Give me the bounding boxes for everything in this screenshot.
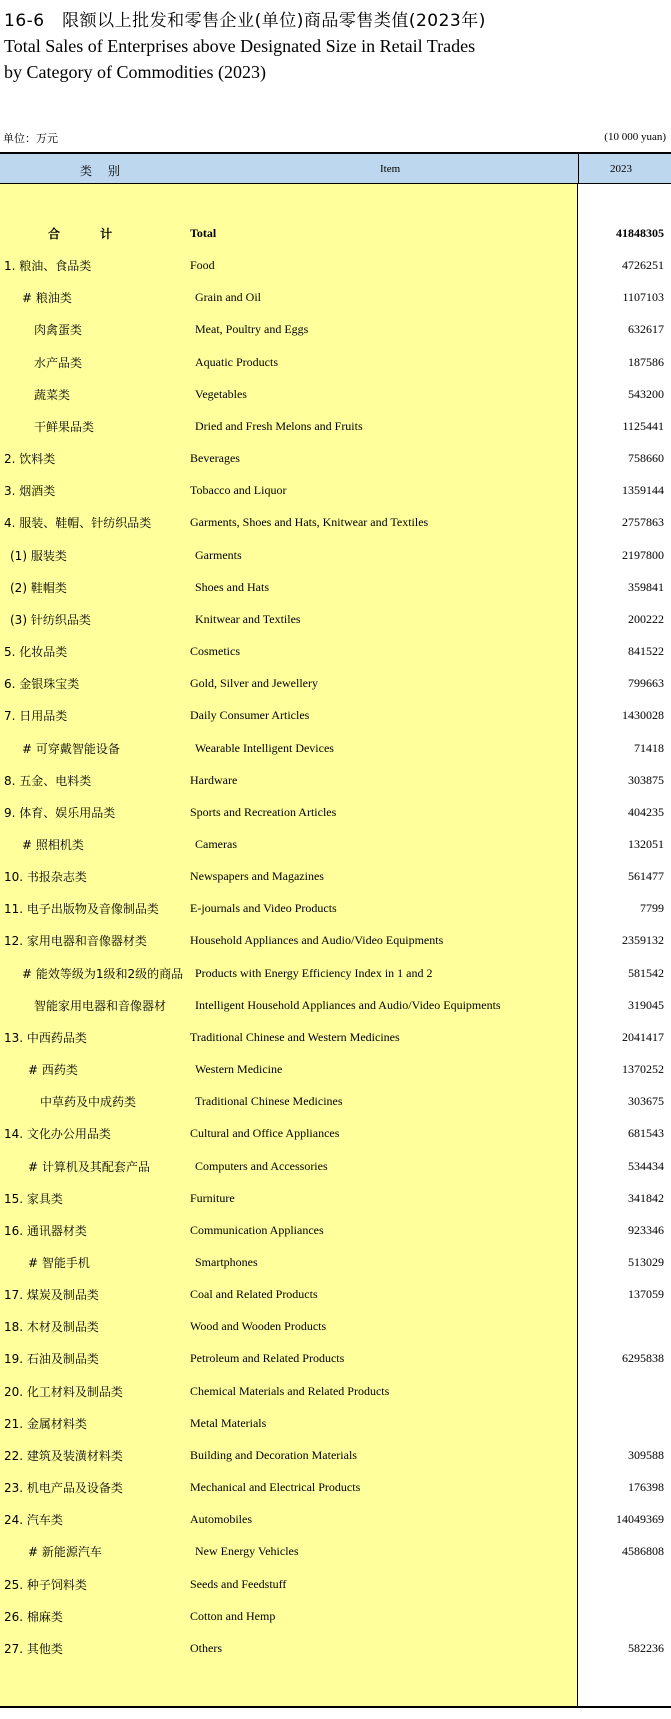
row-category: 3. 烟酒类	[4, 484, 56, 499]
row-category: 合 计	[48, 227, 131, 241]
row-value: 2041417	[622, 1029, 664, 1044]
row-item: Hardware	[190, 772, 238, 787]
row-item: Grain and Oil	[195, 290, 261, 305]
row-item: Wood and Wooden Products	[190, 1319, 327, 1334]
row-category: 7. 日用品类	[4, 709, 68, 724]
row-value: 176398	[628, 1480, 664, 1495]
row-category: 4. 服装、鞋帽、针纺织品类	[4, 516, 152, 531]
row-category: 8. 五金、电料类	[4, 773, 92, 788]
row-value: 582236	[628, 1640, 664, 1655]
row-category: 干鲜果品类	[34, 419, 95, 434]
table-body	[0, 216, 671, 1663]
table-row	[0, 602, 671, 634]
table-row	[0, 698, 671, 730]
row-item: Automobiles	[190, 1512, 252, 1527]
row-value: 137059	[628, 1287, 664, 1302]
row-item: Others	[190, 1640, 222, 1655]
row-item: Smartphones	[195, 1255, 258, 1269]
row-item: Newspapers and Magazines	[190, 869, 324, 884]
row-category: 24. 汽车类	[4, 1513, 63, 1528]
row-item: Cultural and Office Appliances	[190, 1126, 340, 1141]
row-category: # 智能手机	[28, 1256, 90, 1270]
row-item: Intelligent Household Appliances and Audio/Video Equipments	[195, 997, 501, 1012]
row-value: 359841	[628, 579, 664, 594]
row-item: Communication Appliances	[190, 1222, 324, 1237]
row-category: 18. 木材及制品类	[4, 1320, 99, 1335]
row-item: Household Appliances and Audio/Video Equipments	[190, 933, 444, 948]
row-value: 1125441	[622, 418, 664, 433]
row-value: 681543	[628, 1126, 664, 1141]
row-category: 16. 通讯器材类	[4, 1223, 87, 1238]
row-value: 4726251	[622, 258, 664, 273]
row-value: 200222	[628, 611, 664, 626]
table-row	[0, 666, 671, 698]
row-category: 肉禽蛋类	[34, 323, 83, 338]
row-item: Tobacco and Liquor	[190, 483, 287, 498]
row-category: 智能家用电器和音像器材	[34, 998, 167, 1013]
row-item: Aquatic Products	[195, 354, 278, 369]
row-item: Traditional Chinese and Western Medicines	[190, 1029, 400, 1044]
row-category: 22. 建筑及装潢材料类	[4, 1448, 123, 1463]
row-category: (2) 鞋帽类	[10, 580, 67, 595]
row-item: Cosmetics	[190, 644, 240, 659]
row-category: 11. 电子出版物及音像制品类	[4, 902, 159, 917]
row-value: 2757863	[622, 515, 664, 530]
table-row	[0, 634, 671, 666]
row-item: Daily Consumer Articles	[190, 708, 310, 723]
row-value: 923346	[628, 1222, 664, 1237]
table-row	[0, 859, 671, 891]
row-item: Wearable Intelligent Devices	[195, 740, 334, 755]
row-item: New Energy Vehicles	[195, 1544, 299, 1559]
row-item: Seeds and Feedstuff	[190, 1576, 287, 1591]
row-item: Garments	[195, 547, 242, 562]
row-category: 9. 体育、娱乐用品类	[4, 805, 116, 820]
row-category: 26. 棉麻类	[4, 1609, 63, 1624]
row-value: 581542	[628, 965, 664, 980]
row-value: 309588	[628, 1447, 664, 1462]
row-item: Metal Materials	[190, 1415, 267, 1430]
row-category: 中草药及中成药类	[40, 1095, 137, 1110]
row-category: 1. 粮油、食品类	[4, 259, 92, 274]
table-row	[0, 1020, 671, 1052]
table-row	[0, 891, 671, 923]
row-value: 513029	[628, 1255, 664, 1269]
table-row	[0, 473, 671, 505]
row-item: Building and Decoration Materials	[190, 1447, 357, 1462]
row-value: 534434	[628, 1158, 664, 1173]
row-category: 14. 文化办公用品类	[4, 1127, 111, 1142]
table-header	[0, 154, 671, 184]
table-row	[0, 827, 671, 859]
table-row	[0, 538, 671, 570]
row-item: Meat, Poultry and Eggs	[195, 322, 309, 337]
row-item: Cameras	[195, 836, 237, 851]
table-row	[0, 377, 671, 409]
row-value: 187586	[628, 354, 664, 369]
row-value: 2359132	[622, 933, 664, 948]
table-row	[0, 1084, 671, 1116]
row-item: Sports and Recreation Articles	[190, 804, 337, 819]
row-category: (1) 服装类	[10, 548, 67, 563]
table-row	[0, 1534, 671, 1566]
row-value: 561477	[628, 869, 664, 884]
row-category: # 可穿戴智能设备	[22, 741, 120, 756]
header-year: 2023	[610, 163, 632, 175]
table-row	[0, 1341, 671, 1373]
table-row	[0, 1213, 671, 1245]
row-category: 23. 机电产品及设备类	[4, 1481, 123, 1496]
row-item: Cotton and Hemp	[190, 1608, 276, 1623]
table-row	[0, 795, 671, 827]
row-item: Shoes and Hats	[195, 579, 269, 594]
table-row	[0, 1149, 671, 1181]
table-row	[0, 763, 671, 795]
row-item: Coal and Related Products	[190, 1287, 318, 1302]
table-row	[0, 345, 671, 377]
title-english-line2: by Category of Commodities (2023)	[4, 62, 266, 82]
row-item: Food	[190, 258, 215, 273]
row-value: 4586808	[622, 1544, 664, 1559]
row-category: 19. 石油及制品类	[4, 1352, 99, 1367]
table-row	[0, 280, 671, 312]
row-item: Furniture	[190, 1190, 235, 1205]
row-category: (3) 针纺织品类	[10, 612, 91, 627]
row-category: 10. 书报杂志类	[4, 870, 87, 885]
row-item: Mechanical and Electrical Products	[190, 1480, 361, 1495]
table-row	[0, 923, 671, 955]
row-value: 799663	[628, 676, 664, 691]
table-row	[0, 1567, 671, 1599]
row-category: 25. 种子饲料类	[4, 1577, 87, 1592]
row-item: Western Medicine	[195, 1062, 283, 1077]
row-value: 1359144	[622, 483, 664, 498]
table-row	[0, 731, 671, 763]
table-row	[0, 248, 671, 280]
title-chinese: 16-6 限额以上批发和零售企业(单位)商品零售类值(2023年)	[4, 11, 486, 31]
row-category: 21. 金属材料类	[4, 1416, 87, 1431]
table-row	[0, 956, 671, 988]
table-row	[0, 441, 671, 473]
table-row	[0, 1052, 671, 1084]
row-value: 758660	[628, 451, 664, 466]
row-value: 303675	[628, 1094, 664, 1109]
table-row	[0, 1631, 671, 1663]
row-item: Vegetables	[195, 386, 247, 401]
table-row	[0, 1245, 671, 1277]
table-row	[0, 1181, 671, 1213]
unit-label-english: (10 000 yuan)	[604, 131, 666, 143]
row-category: 2. 饮料类	[4, 452, 56, 467]
row-category: 20. 化工材料及制品类	[4, 1384, 123, 1399]
row-item: Traditional Chinese Medicines	[195, 1094, 343, 1109]
row-category: 蔬菜类	[34, 387, 71, 402]
row-category: # 西药类	[28, 1063, 78, 1078]
row-item: Petroleum and Related Products	[190, 1351, 345, 1366]
row-category: 12. 家用电器和音像器材类	[4, 934, 147, 949]
table-row	[0, 1277, 671, 1309]
table-row	[0, 570, 671, 602]
table-row	[0, 1599, 671, 1631]
header-item: Item	[380, 163, 401, 175]
row-value: 7799	[640, 901, 664, 916]
unit-label-chinese: 单位：万元	[3, 132, 58, 145]
row-value: 404235	[628, 804, 664, 819]
row-category: # 照相机类	[22, 837, 84, 852]
table-row	[0, 505, 671, 537]
row-item: Beverages	[190, 451, 240, 466]
row-value: 841522	[628, 644, 664, 659]
table-row	[0, 988, 671, 1020]
row-value: 303875	[628, 772, 664, 787]
row-item: E-journals and Video Products	[190, 901, 337, 916]
row-item: Chemical Materials and Related Products	[190, 1383, 390, 1398]
row-category: # 粮油类	[22, 291, 72, 306]
row-value: 543200	[628, 386, 664, 401]
row-value: 6295838	[622, 1351, 664, 1366]
row-category: 17. 煤炭及制品类	[4, 1288, 99, 1303]
row-item: Gold, Silver and Jewellery	[190, 676, 318, 691]
row-category: 6. 金银珠宝类	[4, 677, 80, 692]
row-item: Knitwear and Textiles	[195, 611, 301, 626]
row-value: 319045	[628, 997, 664, 1012]
row-item: Garments, Shoes and Hats, Knitwear and Textiles	[190, 515, 429, 530]
row-item: Dried and Fresh Melons and Fruits	[195, 418, 363, 433]
table-row	[0, 409, 671, 441]
row-value: 1430028	[622, 708, 664, 723]
table-row-total	[0, 216, 671, 248]
row-item: Computers and Accessories	[195, 1158, 328, 1173]
row-category: 27. 其他类	[4, 1641, 63, 1656]
table-row	[0, 1502, 671, 1534]
data-table	[0, 152, 671, 1708]
row-category: 5. 化妆品类	[4, 645, 68, 660]
table-row	[0, 1309, 671, 1341]
table-row	[0, 1438, 671, 1470]
table-row	[0, 1470, 671, 1502]
row-category: # 能效等级为1级和2级的商品	[22, 966, 184, 981]
row-category: # 计算机及其配套产品	[28, 1159, 150, 1174]
row-category: 水产品类	[34, 355, 83, 370]
table-row	[0, 1116, 671, 1148]
title-english-line1: Total Sales of Enterprises above Designated Size in Retail Trades	[4, 36, 476, 56]
row-value: 41848305	[616, 226, 664, 240]
table-row	[0, 312, 671, 344]
header-divider	[578, 154, 579, 184]
row-value: 71418	[634, 740, 664, 755]
row-category: # 新能源汽车	[28, 1545, 102, 1560]
row-value: 632617	[628, 322, 664, 337]
row-item: Products with Energy Efficiency Index in 1 and 2	[195, 965, 433, 980]
row-category: 13. 中西药品类	[4, 1030, 87, 1045]
row-value: 14049369	[616, 1512, 664, 1527]
row-item: Total	[190, 226, 217, 240]
row-value: 2197800	[622, 547, 664, 562]
table-row	[0, 1406, 671, 1438]
row-value: 132051	[628, 836, 664, 851]
header-category: 类 别	[80, 164, 126, 178]
table-row	[0, 1374, 671, 1406]
row-value: 341842	[628, 1190, 664, 1205]
row-category: 15. 家具类	[4, 1191, 63, 1206]
row-value: 1107103	[622, 290, 664, 305]
row-value: 1370252	[622, 1062, 664, 1077]
